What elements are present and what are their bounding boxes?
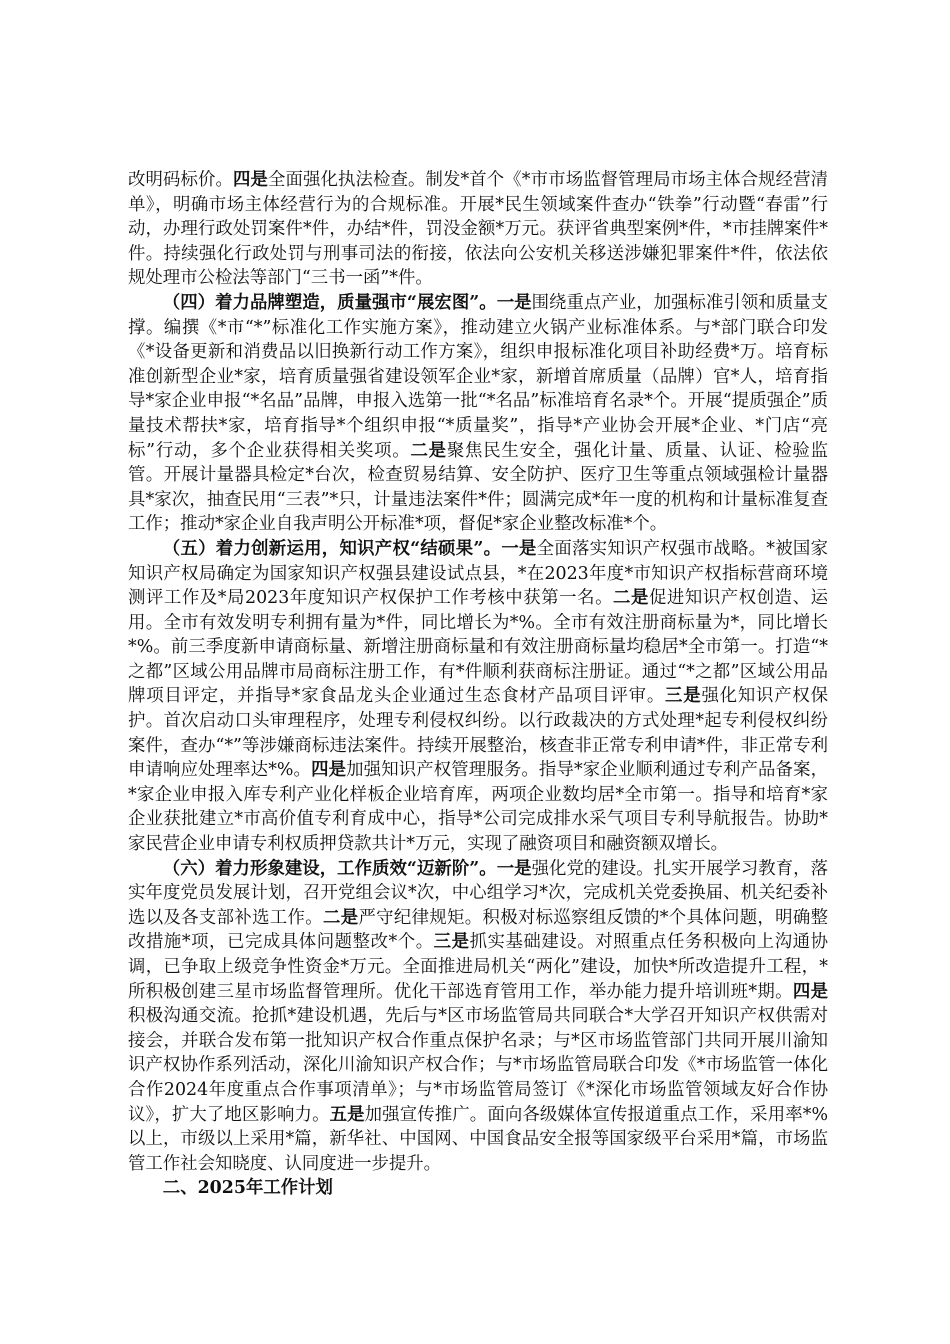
bold-lead-text: 三是 (433, 932, 470, 953)
body-text: 积极沟通交流。抢抓*建设机遇，先后与*区市场监管局共同联合*大学召开知识产权供需对接会，并联合发布第一批知识产权合作重点保护名录；与*区市场监管部门共同开展川渝知识产权协作系列活动，深化川渝知识产权合作；与*市场监管局联合印发《*市场监管一体化合作2024年度重点合作事项清单》；与*市场监管局签订《*深化市场监管领域友好合作协议》，扩大了地区影响力。 (128, 1006, 828, 1125)
body-text: 聚焦民生安全，强化计量、质量、认证、检验监管。开展计量器具检定*台次，检查贸易结算、安全防护、医疗卫生等重点领域强检计量器具*家次，抽查民用“三表”*只，计量违法案件*件；圆满完成*年一度的机构和计量标准复查工作；推动*家企业自我声明公开标准*项，督促*家企业整改标准*个。 (128, 440, 828, 535)
body-text: 加强知识产权管理服务。指导*家企业顺利通过专利产品备案，*家企业申报入库专利产业化样板企业培育库，两项企业数均居*全市第一。指导和培育*家企业获批建立*市高价值专利育成中心，指导*公司完成排水采气项目专利导航报告。协助*家民营企业申请专利权质押贷款共计*万元，实现了融资项目和融资额双增长。 (128, 760, 828, 855)
bold-lead-text: 四是 (792, 981, 828, 1002)
body-text: 强化党的建设。扎实开展学习教育，落实年度党员发展计划，召开党组会议*次，中心组学习*次，完成机关党委换届、机关纪委补选以及各支部补选工作。 (128, 858, 828, 928)
document-body (128, 168, 828, 1201)
body-text: 抓实基础建设。对照重点任务积极向上沟通协调，已争取上级竞争性资金*万元。全面推进局机关“两化”建设，加快*所改造提升工程，*所积极创建三星市场监督管理所。优化干部选育管用工作，举办能力提升培训班*期。 (128, 932, 828, 1002)
bold-lead-text: （六）着力形象建设，工作质效“迈新阶”。一是 (162, 858, 532, 879)
paragraph-4 (128, 857, 828, 1177)
bold-lead-text: 三是 (665, 686, 702, 707)
paragraph-2 (128, 291, 828, 537)
bold-lead-text: （四）着力品牌塑造，质量强市“展宏图”。一是 (162, 292, 532, 313)
body-text: 改明码标价。 (128, 170, 233, 190)
bold-lead-text: 四是 (311, 760, 347, 781)
paragraph-3 (128, 537, 828, 857)
body-text: 加强宣传推广。面向各级媒体宣传报道重点工作，采用率*%以上，市级以上采用*篇，新华社、中国网、中国食品安全报等国家级平台采用*篇，市场监管工作社会知晓度、认同度进一步提升。 (128, 1104, 828, 1174)
body-text: 围绕重点产业，加强标准引领和质量支撑。编撰《*市“*”标准化工作实施方案》，推动建立火锅产业标准体系。与*部门联合印发《*设备更新和消费品以旧换新行动工作方案》，组织申报标准化项目补助经费*万。培育标准创新型企业*家，培育质量强省建设领军企业*家，新增首席质量（品牌）官*人，培育指导*家企业申报“*名品”品牌，申报入选第一批“*名品”标准培育名录*个。开展“提质强企”质量技术帮扶*家，培育指导*个组织申报“*质量奖”，指导*产业协会开展*企业、*门店“亮标”行动，多个企业获得相关奖项。 (128, 292, 828, 461)
bold-lead-text: 二是 (322, 907, 359, 928)
bold-lead-text: 二是 (613, 588, 649, 609)
body-text: 促进知识产权创造、运用。全市有效发明专利拥有量为*件，同比增长为*%。全市有效注册商标量为*，同比增长*%。前三季度新申请商标量、新增注册商标量和有效注册商标量均稳居*全市第一。打造“*之都”区域公用品牌市局商标注册工作，有*件顺利获商标注册证。通过“*之都”区域公用品牌项目评定，并指导*家食品龙头企业通过生态食材产品项目评审。 (128, 588, 828, 707)
bold-lead-text: （五）着力创新运用，知识产权“结硕果”。一是 (162, 538, 537, 559)
body-text: 全面落实知识产权强市战略。*被国家知识产权局确定为国家知识产权强县建设试点县，*在2023年度*市知识产权指标营商环境测评工作及*局2023年度知识产权保护工作考核中获第一名。 (128, 538, 828, 609)
paragraph-1 (128, 168, 828, 291)
body-text: 强化知识产权保护。首次启动口头审理程序，处理专利侵权纠纷。以行政裁决的方式处理*起专利侵权纠纷案件，查办“*”等涉嫌商标违法案件。持续开展整治，核查非正常专利申请*件，非正常专利申请响应处理率达*%。 (128, 686, 828, 781)
bold-lead-text: 四是 (233, 170, 268, 190)
bold-lead-text: 五是 (329, 1104, 365, 1125)
section-heading-2025-plan: 二、2025年工作计划 (162, 1178, 333, 1199)
bold-lead-text: 二是 (410, 440, 447, 461)
body-text: 严守纪律规矩。积极对标巡察组反馈的*个具体问题，明确整改措施*项，已完成具体问题整改*个。 (128, 907, 828, 953)
body-text: 全面强化执法检查。制发*首个《*市市场监督管理局市场主体合规经营清单》，明确市场主体经营行为的合规标准。开展*民生领域案件查办“铁拳”行动暨“春雷”行动，办理行政处罚案件*件，办结*件，罚没金额*万元。获评省典型案例*件，*市挂牌案件*件。持续强化行政处罚与刑事司法的衔接，依法向公安机关移送涉嫌犯罪案件*件，依法依规处理市公检法等部门“三书一函”*件。 (128, 170, 828, 289)
